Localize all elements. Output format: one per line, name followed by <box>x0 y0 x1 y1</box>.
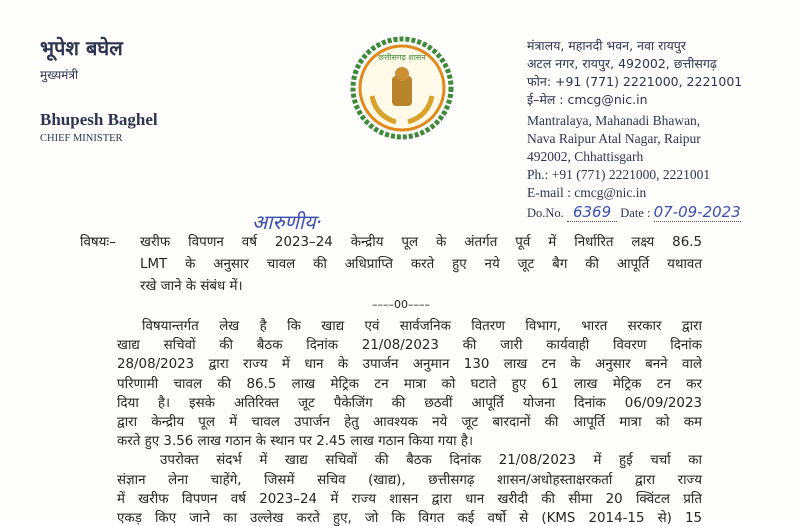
sender-title-english: CHIEF MINISTER <box>40 133 123 144</box>
sender-name-hindi: भूपेश बघेल <box>40 36 123 60</box>
svg-text:छत्तीसगढ़ शासन: छत्तीसगढ़ शासन <box>378 53 426 62</box>
body-line: उपरोक्त संदर्भ में खाद्य सचिवों की बैठक दिनांक 21/08/2023 में हुई चर्चा का <box>160 453 702 469</box>
address-line: Nava Raipur Atal Nagar, Raipur <box>527 131 701 146</box>
subject-line: खरीफ विपणन वर्ष 2023–24 केन्द्रीय पूल के अंतर्गत पूर्व में निर्धारित लक्ष्य 86.5 <box>140 235 702 250</box>
do-no-value: 6369 <box>567 203 617 222</box>
body-line: संज्ञान लेना चाहेंगे, जिसमें सचिव (खाद्य), छत्तीसगढ़ शासन/अधोहस्ताक्षरकर्ता द्वारा राज्य <box>117 472 702 488</box>
email-line[interactable]: ई–मेल : cmcg@nic.in <box>527 92 648 107</box>
date-value: 07-09-2023 <box>653 203 741 221</box>
handwritten-note: आरुणीय· <box>252 210 322 234</box>
body-line: खाद्य सचिवों की बैठक दिनांक 21/08/2023 की जारी कार्यवाही विवरण दिनांक <box>117 338 702 354</box>
body-line: करते हुए 3.56 लाख गठान के स्थान पर 2.45 लाख गठान किया गया है। <box>117 434 474 450</box>
address-line: मंत्रालय, महानदी भवन, नवा रायपुर <box>527 38 686 53</box>
address-line: Mantralaya, Mahanadi Bhawan, <box>527 113 701 128</box>
body-line: द्वारा केन्द्रीय पूल में चावल उपार्जन हेतु आवश्यक नये जूट बारदानों की आपूर्ति मात्रा को कम <box>117 415 702 430</box>
do-no-label: Do.No. <box>527 206 567 220</box>
body-line: 28/08/2023 द्वारा राज्य में धान के उपार्जन अनुमान 130 लाख टन के अनुसार बनने वाले <box>117 357 702 373</box>
address-line: अटल नगर, रायपुर, 492002, छत्तीसगढ़ <box>527 56 717 71</box>
subject-line: रखे जाने के संबंध में। <box>140 279 243 294</box>
body-line: एकड़ किए जाने का उल्लेख करते हुए, जो कि विगत कई वर्षो से (KMS 2014-15 से) 15 <box>117 511 702 526</box>
sender-name-english: Bhupesh Baghel <box>40 110 158 129</box>
chhattisgarh-emblem-icon <box>350 36 454 140</box>
body-line: में खरीफ विपणन वर्ष 2023–24 में राज्य शासन द्वारा धान खरीदी की सीमा 20 क्विंटल प्रति <box>117 491 702 507</box>
subject-line: LMT के अनुसार चावल की अधिप्राप्ति करते हुए नये जूट बैग की आपूर्ति यथावत <box>140 257 702 272</box>
date-label: Date : <box>620 206 654 220</box>
address-line: 492002, Chhattisgarh <box>527 149 644 164</box>
separator: ––––00–––– <box>372 298 430 311</box>
body-line: दिया है। इसके अतिरिक्त जूट पैकेजिंग की छठवीं आपूर्ति योजना दिनांक 06/09/2023 <box>117 395 702 411</box>
reference-line <box>527 203 741 221</box>
body-line: विषयान्तर्गत लेख है कि खाद्य एवं सार्वजनिक वितरण विभाग, भारत सरकार द्वारा <box>142 319 702 334</box>
address-english <box>527 112 710 202</box>
address-hindi <box>527 37 742 109</box>
sender-title-hindi: मुख्यमंत्री <box>40 68 79 82</box>
subject-label: विषयः– <box>80 235 116 250</box>
body-line: परिणामी चावल की 86.5 लाख मेट्रिक टन मात्रा को घटाते हुए 61 लाख मेट्रिक टन कर <box>117 376 702 392</box>
phone-line: Ph.: +91 (771) 2221000, 2221001 <box>527 167 711 182</box>
email-line[interactable]: E-mail : cmcg@nic.in <box>527 185 647 200</box>
phone-line: फोन: +91 (771) 2221000, 2221001 <box>527 74 743 89</box>
